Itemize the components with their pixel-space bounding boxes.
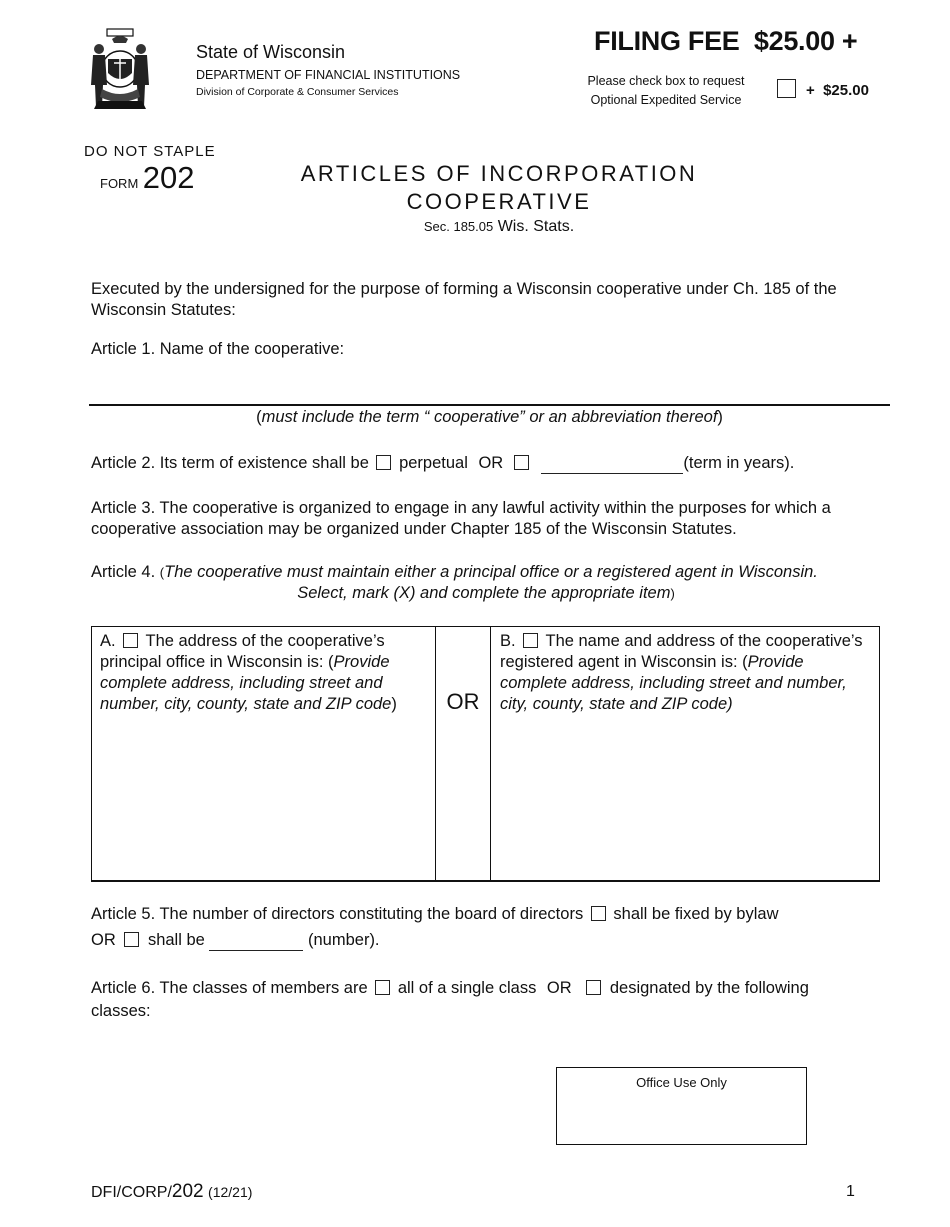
wisconsin-seal-icon: [84, 27, 156, 111]
option-a-letter: A.: [100, 632, 116, 650]
article-4-table: [91, 626, 880, 882]
article-6-classes: classes:: [91, 1002, 151, 1020]
article-6-label: Article 6. The classes of members are: [91, 979, 368, 997]
article-1-note-text: must include the term “ cooperative” or an abbreviation thereof: [261, 408, 718, 426]
option-b-cell[interactable]: B. The name and address of the cooperative’s registered agent in Wisconsin is: (Provide complete address, including street and number, city, county, state and ZIP code): [500, 632, 863, 713]
article-6-or: OR: [546, 979, 572, 997]
form-number: 202: [142, 160, 195, 195]
directors-number-checkbox[interactable]: [124, 932, 139, 947]
single-class-label: all of a single class: [397, 979, 537, 997]
article-1-note: [89, 407, 890, 428]
option-b-letter: B.: [500, 632, 516, 650]
article-6-line1: [91, 978, 809, 999]
form-number-block: [100, 160, 194, 196]
shall-be-label: shall be: [147, 931, 205, 949]
title-line2: COOPERATIVE: [406, 189, 592, 214]
article-2-label: Article 2. Its term of existence shall be: [91, 454, 369, 472]
statute-section: Sec. 185.05: [423, 219, 494, 234]
article-1-note-close: ): [717, 408, 723, 426]
article-1-label: Article 1. Name of the cooperative:: [91, 340, 345, 358]
page-title: [250, 160, 748, 216]
intro-text: Executed by the undersigned for the purpose of forming a Wisconsin cooperative under Ch. 185 of the Wisconsin Statutes:: [91, 280, 837, 319]
title-line1: ARTICLES OF INCORPORATION: [300, 161, 698, 186]
filing-fee: FILING FEE $25.00 +: [594, 26, 858, 56]
designated-label: designated by the following: [609, 979, 809, 997]
article-5-label: Article 5. The number of directors constituting the board of directors: [91, 905, 584, 923]
form-code: [91, 1181, 252, 1203]
option-b-text: The name and address of the cooperative’s registered agent in Wisconsin is:: [500, 632, 863, 671]
article-5-line1: [91, 904, 778, 925]
article-4-note-line2-wrap: Select, mark (X) and complete the appropriate item): [297, 584, 675, 602]
article-2-or: OR: [478, 454, 504, 472]
article-5-line2: [91, 930, 380, 951]
article-3: Article 3. The cooperative is organized to engage in any lawful activity within the purposes for which a cooperative association may be organized under Chapter 185 of the Wisconsin Statutes.: [91, 499, 831, 538]
article-4-note-line1: The cooperative must maintain either a principal office or a registered agent in Wisconsin.: [164, 563, 818, 581]
statute-reference: [250, 218, 748, 236]
option-b-note: Provide complete address, including street and number, city, county, state and ZIP code): [500, 653, 847, 713]
option-a-note: Provide complete address, including street and number, city, county, state and ZIP code: [100, 653, 392, 713]
expedite-label-line2: Optional Expedited Service: [590, 93, 742, 107]
expedite-checkbox[interactable]: [777, 79, 796, 98]
directors-number-field[interactable]: [209, 932, 303, 951]
form-code-prefix: DFI/CORP/: [91, 1184, 172, 1201]
article-4-label: Article 4.: [91, 563, 156, 581]
statute-name: Wis. Stats.: [497, 218, 575, 235]
expedite-label-line1: Please check box to request: [587, 74, 745, 88]
office-use-label: Office Use Only: [636, 1075, 727, 1090]
single-class-checkbox[interactable]: [375, 980, 390, 995]
option-or: OR: [446, 689, 480, 714]
term-years-checkbox[interactable]: [514, 455, 529, 470]
expedite-fee: + $25.00: [806, 82, 869, 99]
form-label: FORM: [100, 176, 139, 191]
article-2: [91, 453, 794, 474]
article-5-or: OR: [91, 931, 116, 949]
perpetual-label: perpetual: [399, 454, 468, 472]
bylaw-checkbox[interactable]: [591, 906, 606, 921]
article-1-note-open: (: [256, 408, 262, 426]
option-a-text: The address of the cooperative’s principal office in Wisconsin is:: [100, 632, 385, 671]
do-not-staple: DO NOT STAPLE: [84, 143, 216, 160]
option-a-cell[interactable]: A. The address of the cooperative’s principal office in Wisconsin is: (Provide complete address, including street and number, city, county, state and ZIP code): [100, 632, 397, 713]
option-b-checkbox[interactable]: [523, 633, 538, 648]
page-number: 1: [846, 1183, 855, 1200]
form-revision: (12/21): [208, 1184, 253, 1200]
number-label: (number).: [308, 931, 380, 949]
term-years-label: (term in years).: [683, 454, 795, 472]
perpetual-checkbox[interactable]: [376, 455, 391, 470]
term-years-field[interactable]: [541, 455, 683, 474]
article-4-header: Article 4. (The cooperative must maintain either a principal office or a registered agent in Wisconsin.: [91, 563, 818, 581]
department-name: DEPARTMENT OF FINANCIAL INSTITUTIONS: [196, 68, 461, 82]
division-name: Division of Corporate & Consumer Services: [196, 86, 399, 98]
expedite-label: [560, 72, 772, 110]
form-code-number: 202: [171, 1181, 204, 1202]
designated-classes-checkbox[interactable]: [586, 980, 601, 995]
option-a-checkbox[interactable]: [123, 633, 138, 648]
office-use-box: [556, 1067, 807, 1145]
bylaw-label: shall be fixed by bylaw: [613, 905, 779, 923]
state-name: State of Wisconsin: [196, 42, 346, 62]
cooperative-name-line[interactable]: [89, 404, 890, 406]
article-4-note-line2: Select, mark (X) and complete the appropriate item: [297, 584, 671, 602]
